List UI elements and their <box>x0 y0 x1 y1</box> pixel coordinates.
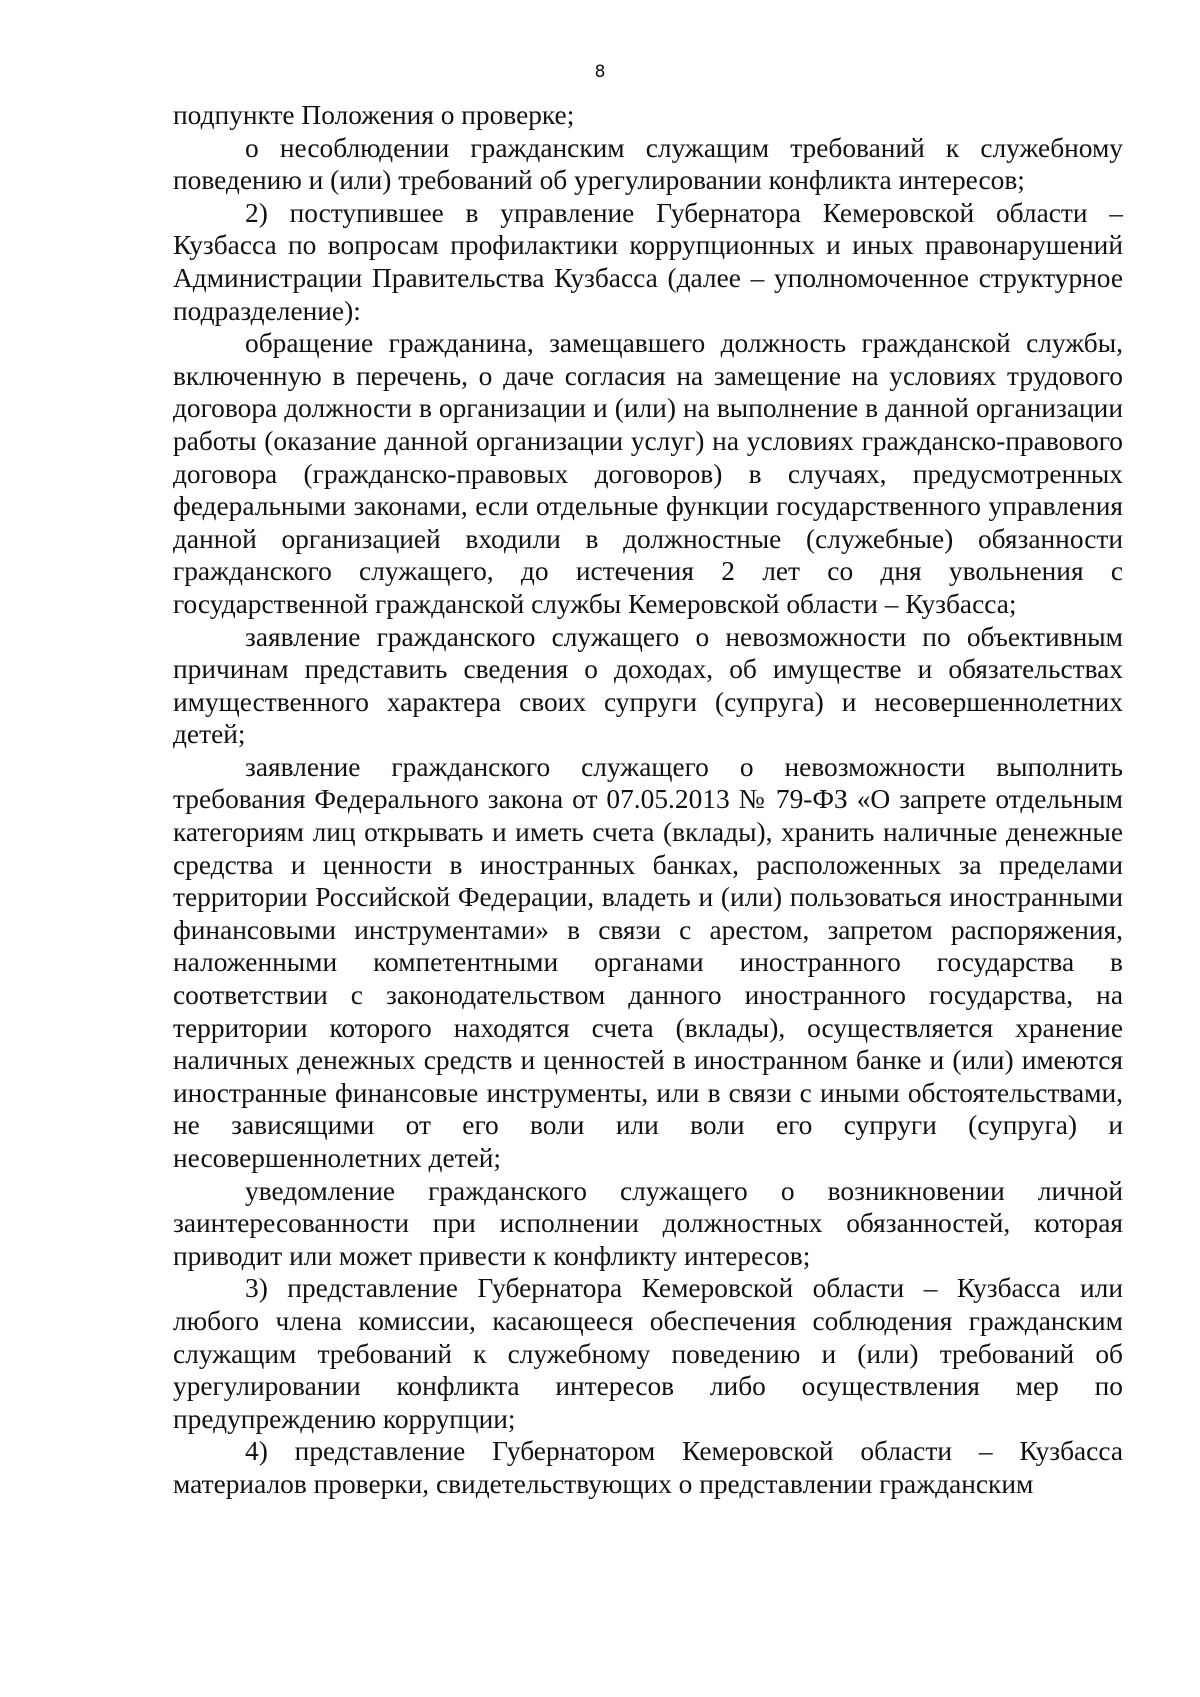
paragraph-citizen-appeal: обращение гражданина, замещавшего должность гражданской службы, включенную в перечень, о даче согласия на замещение на условиях трудового договора должности в организации и (или) на выполнение в данной организации работы (оказание данной организации услуг) на условиях гражданско-правового договора (гражданско-правовых договоров) в случаях, предусмотренных федеральными законами, если отдельные функции государственного управления данной организацией входили в должностные (служебные) обязанности гражданского служащего, до истечения 2 лет со дня увольнения с государственной гражданской службы Кемеровской области – Кузбасса; <box>173 328 1123 619</box>
paragraph-item-3: 3) представление Губернатора Кемеровской области – Кузбасса или любого члена комиссии, касающееся обеспечения соблюдения гражданским служащим требований к служебному поведению и (или) требований об урегулировании конфликта интересов либо осуществления мер по предупреждению коррупции; <box>173 1273 1123 1434</box>
paragraph-notification-interest: уведомление гражданского служащего о возникновении личной заинтересованности при исполнении должностных обязанностей, которая приводит или может привести к конфликту интересов; <box>173 1175 1123 1271</box>
page-number: 8 <box>594 62 606 82</box>
paragraph-statement-foreign-accounts: заявление гражданского служащего о невозможности выполнить требования Федерального закона от 07.05.2013 № 79-ФЗ «О запрете отдельным категориям лиц открывать и иметь счета (вклады), хранить наличные денежные средства и ценности в иностранных банках, расположенных за пределами территории Российской Федерации, владеть и (или) пользоваться иностранными финансовыми инструментами» в связи с арестом, запретом распоряжения, наложенными компетентными органами иностранного государства в соответствии с законодательством данного иностранного государства, на территории которого находятся счета (вклады), осуществляется хранение наличных денежных средств и ценностей в иностранном банке и (или) имеются иностранные финансовые инструменты, или в связи с иными обстоятельствами, не зависящими от его воли или воли его супруги (супруга) и несовершеннолетних детей; <box>173 751 1123 1173</box>
paragraph-item-2: 2) поступившее в управление Губернатора Кемеровской области – Кузбасса по вопросам профилактики коррупционных и иных правонарушений Администрации Правительства Кузбасса (далее – уполномоченное структурное подразделение): <box>173 197 1123 326</box>
paragraph-statement-income: заявление гражданского служащего о невозможности по объективным причинам представить сведения о доходах, об имуществе и обязательствах имущественного характера своих супруги (супруга) и несовершеннолетних детей; <box>173 621 1123 750</box>
paragraph-item-4: 4) представление Губернатором Кемеровской области – Кузбасса материалов проверки, свидетельствующих о представлении гражданским <box>173 1436 1123 1499</box>
paragraph-continuation: подпункте Положения о проверке; <box>173 100 575 130</box>
paragraph-nonobservance: о несоблюдении гражданским служащим требований к служебному поведению и (или) требований об урегулировании конфликта интересов; <box>173 132 1123 196</box>
document-body <box>173 99 1123 1501</box>
